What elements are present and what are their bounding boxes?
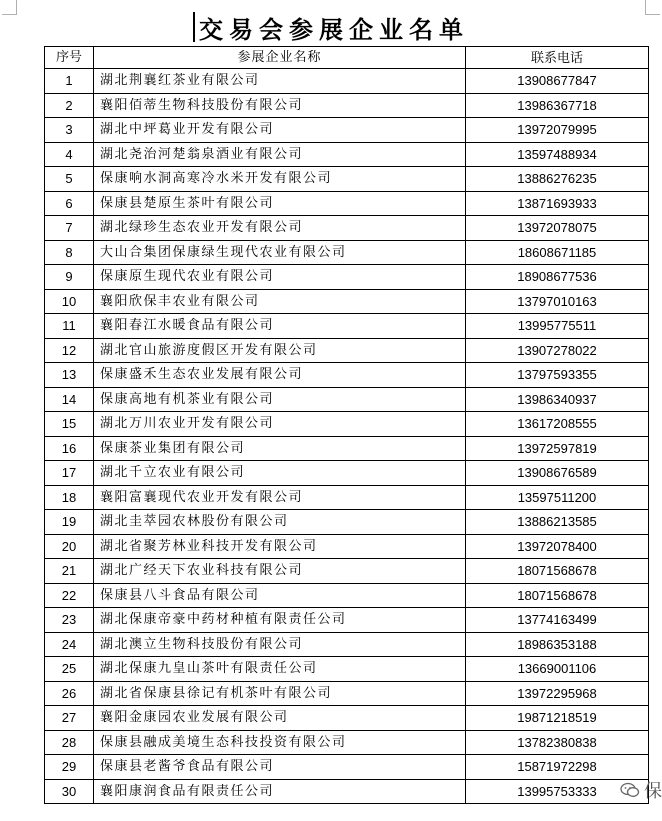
row-phone: 18986353188 <box>466 632 649 657</box>
row-company-name: 大山合集团保康绿生现代农业有限公司 <box>94 240 466 265</box>
row-phone: 13972597819 <box>466 436 649 461</box>
table-row <box>45 387 649 412</box>
row-company-name: 湖北保康九皇山茶叶有限责任公司 <box>94 657 466 682</box>
row-company-name: 湖北省保康县徐记有机茶叶有限公司 <box>94 681 466 706</box>
row-company-name: 保康盛禾生态农业发展有限公司 <box>94 363 466 388</box>
row-company-name: 保康原生现代农业有限公司 <box>94 265 466 290</box>
row-phone: 13986340937 <box>466 387 649 412</box>
row-company-name: 保康响水洞高寒冷水米开发有限公司 <box>94 167 466 192</box>
table-row <box>45 167 649 192</box>
table-row <box>45 314 649 339</box>
row-index: 4 <box>45 142 94 167</box>
row-index: 6 <box>45 191 94 216</box>
row-phone: 13972078400 <box>466 534 649 559</box>
table-header-row <box>45 47 649 69</box>
row-company-name: 湖北圭萃园农林股份有限公司 <box>94 510 466 535</box>
row-company-name: 襄阳欣保丰农业有限公司 <box>94 289 466 314</box>
row-phone: 13972295968 <box>466 681 649 706</box>
row-phone: 13908676589 <box>466 461 649 486</box>
row-phone: 18071568678 <box>466 583 649 608</box>
row-index: 9 <box>45 265 94 290</box>
row-phone: 13797010163 <box>466 289 649 314</box>
row-index: 19 <box>45 510 94 535</box>
row-phone: 13782380838 <box>466 730 649 755</box>
row-index: 21 <box>45 559 94 584</box>
table-row <box>45 142 649 167</box>
row-company-name: 湖北千立农业有限公司 <box>94 461 466 486</box>
row-company-name: 襄阳佰蒂生物科技股份有限公司 <box>94 93 466 118</box>
row-index: 18 <box>45 485 94 510</box>
row-index: 20 <box>45 534 94 559</box>
table-row <box>45 608 649 633</box>
row-phone: 13774163499 <box>466 608 649 633</box>
row-company-name: 湖北绿珍生态农业开发有限公司 <box>94 216 466 241</box>
row-index: 3 <box>45 118 94 143</box>
page-title: 交易会参展企业名单 <box>199 14 469 44</box>
row-phone: 13995753333 <box>466 779 649 804</box>
table-row <box>45 779 649 804</box>
row-index: 5 <box>45 167 94 192</box>
row-company-name: 襄阳康润食品有限责任公司 <box>94 779 466 804</box>
row-index: 29 <box>45 755 94 780</box>
row-phone: 18608671185 <box>466 240 649 265</box>
row-index: 16 <box>45 436 94 461</box>
row-company-name: 保康高地有机茶业有限公司 <box>94 387 466 412</box>
table-row <box>45 461 649 486</box>
row-index: 7 <box>45 216 94 241</box>
row-phone: 19871218519 <box>466 706 649 731</box>
wechat-watermark <box>620 777 662 803</box>
row-index: 23 <box>45 608 94 633</box>
table-row <box>45 583 649 608</box>
row-phone: 13669001106 <box>466 657 649 682</box>
table-row <box>45 559 649 584</box>
table-row <box>45 118 649 143</box>
row-phone: 18071568678 <box>466 559 649 584</box>
header-phone: 联系电话 <box>466 47 649 69</box>
table-body <box>45 69 649 804</box>
row-phone: 13597511200 <box>466 485 649 510</box>
table-row <box>45 412 649 437</box>
row-index: 11 <box>45 314 94 339</box>
row-company-name: 湖北万川农业开发有限公司 <box>94 412 466 437</box>
row-phone: 13871693933 <box>466 191 649 216</box>
row-company-name: 湖北尧治河楚翁泉酒业有限公司 <box>94 142 466 167</box>
row-company-name: 湖北中坪葛业开发有限公司 <box>94 118 466 143</box>
table-row <box>45 681 649 706</box>
row-phone: 13907278022 <box>466 338 649 363</box>
table-row <box>45 436 649 461</box>
row-company-name: 保康县八斗食品有限公司 <box>94 583 466 608</box>
watermark-text: 保 <box>644 781 662 802</box>
table-row <box>45 93 649 118</box>
row-index: 25 <box>45 657 94 682</box>
table-row <box>45 632 649 657</box>
text-cursor <box>193 12 195 42</box>
row-phone: 18908677536 <box>466 265 649 290</box>
table-row <box>45 69 649 94</box>
row-phone: 13995775511 <box>466 314 649 339</box>
row-company-name: 襄阳金康园农业发展有限公司 <box>94 706 466 731</box>
row-index: 8 <box>45 240 94 265</box>
row-index: 1 <box>45 69 94 94</box>
row-company-name: 湖北保康帝豪中药材种植有限责任公司 <box>94 608 466 633</box>
wechat-icon <box>620 782 640 798</box>
row-index: 12 <box>45 338 94 363</box>
row-phone: 13597488934 <box>466 142 649 167</box>
header-index: 序号 <box>45 47 94 69</box>
table-row <box>45 216 649 241</box>
row-phone: 13972078075 <box>466 216 649 241</box>
table-row <box>45 289 649 314</box>
table-row <box>45 485 649 510</box>
title-container <box>0 9 662 45</box>
row-company-name: 湖北省聚芳林业科技开发有限公司 <box>94 534 466 559</box>
row-phone: 13972079995 <box>466 118 649 143</box>
row-index: 15 <box>45 412 94 437</box>
row-company-name: 襄阳富襄现代农业开发有限公司 <box>94 485 466 510</box>
table-row <box>45 265 649 290</box>
row-index: 28 <box>45 730 94 755</box>
row-company-name: 湖北澳立生物科技股份有限公司 <box>94 632 466 657</box>
row-index: 27 <box>45 706 94 731</box>
row-index: 2 <box>45 93 94 118</box>
table-row <box>45 730 649 755</box>
table-row <box>45 363 649 388</box>
row-company-name: 湖北广经天下农业科技有限公司 <box>94 559 466 584</box>
table-row <box>45 240 649 265</box>
table-row <box>45 510 649 535</box>
row-company-name: 保康县楚原生茶叶有限公司 <box>94 191 466 216</box>
row-index: 13 <box>45 363 94 388</box>
row-company-name: 保康县融成美境生态科技投资有限公司 <box>94 730 466 755</box>
table-row <box>45 191 649 216</box>
header-company-name: 参展企业名称 <box>94 47 466 69</box>
row-phone: 15871972298 <box>466 755 649 780</box>
row-phone: 13986367718 <box>466 93 649 118</box>
exhibitor-table <box>44 46 649 804</box>
row-index: 24 <box>45 632 94 657</box>
row-phone: 13908677847 <box>466 69 649 94</box>
row-index: 14 <box>45 387 94 412</box>
row-phone: 13797593355 <box>466 363 649 388</box>
row-company-name: 襄阳春江水暖食品有限公司 <box>94 314 466 339</box>
table-row <box>45 706 649 731</box>
row-company-name: 保康县老酱爷食品有限公司 <box>94 755 466 780</box>
table-row <box>45 755 649 780</box>
row-index: 30 <box>45 779 94 804</box>
row-phone: 13617208555 <box>466 412 649 437</box>
row-company-name: 湖北官山旅游度假区开发有限公司 <box>94 338 466 363</box>
row-phone: 13886213585 <box>466 510 649 535</box>
row-company-name: 湖北荆襄红茶业有限公司 <box>94 69 466 94</box>
row-index: 17 <box>45 461 94 486</box>
table-row <box>45 657 649 682</box>
row-company-name: 保康茶业集团有限公司 <box>94 436 466 461</box>
table-row <box>45 338 649 363</box>
row-index: 26 <box>45 681 94 706</box>
row-index: 22 <box>45 583 94 608</box>
row-index: 10 <box>45 289 94 314</box>
table-row <box>45 534 649 559</box>
row-phone: 13886276235 <box>466 167 649 192</box>
